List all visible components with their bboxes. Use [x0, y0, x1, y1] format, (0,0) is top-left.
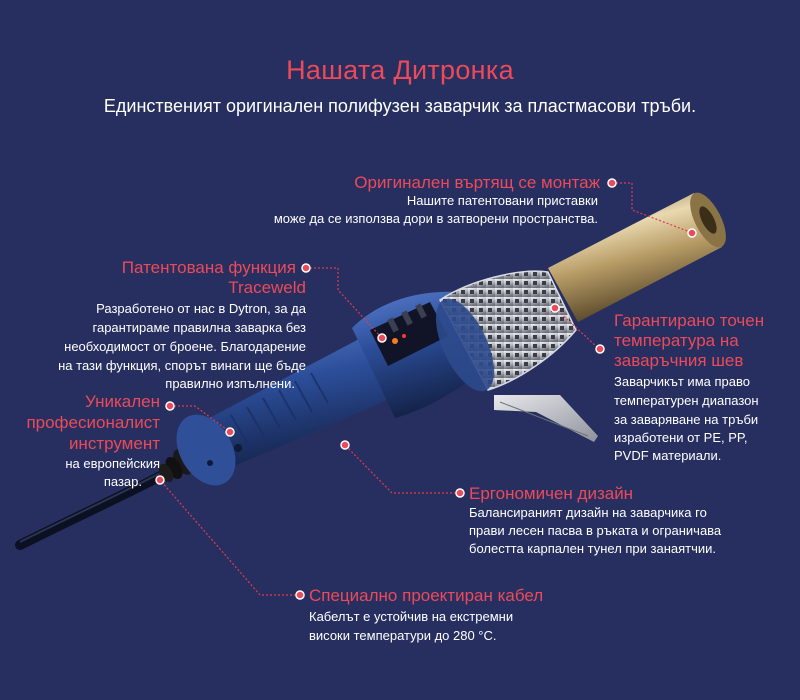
traceweld-line-4: на тази функция, спорът винаги ще бъде — [58, 358, 306, 373]
precise-temp-line-4: изработени от PE, PP, — [614, 430, 748, 445]
cable-heading: Специално проектиран кабел — [309, 586, 544, 605]
ergonomic-line-2: прави лесен пасва в ръката и ограничава — [469, 523, 722, 538]
professional-heading-line-3: инструмент — [68, 434, 160, 453]
precise-temp-line-1: Заварчикът има право — [614, 374, 750, 389]
precise-temp-heading-line-2: температура на — [614, 331, 739, 350]
precise-temp-line-3: за заваряване на тръби — [614, 412, 759, 427]
cable-line-1: Кабелът е устойчив на екстремни — [309, 609, 514, 624]
traceweld-line-1: Разработено от нас в Dytron, за да — [96, 301, 306, 316]
precise-temp-line-2: температурен диапазон — [614, 393, 759, 408]
page-title: Нашата Дитронка — [286, 55, 514, 85]
cable-shape — [20, 470, 172, 545]
precise-temp-line-5: PVDF материали. — [614, 448, 722, 463]
stand — [494, 395, 598, 442]
traceweld-heading-line-1: Патентована функция — [121, 258, 296, 277]
rotating-mount-heading: Оригинален въртящ се монтаж — [354, 173, 600, 192]
traceweld-line-5: правилно изпълнени. — [165, 376, 295, 391]
page-subtitle: Единственият оригинален полифузен заварчик за пластмасови тръби. — [103, 96, 697, 116]
traceweld-line-3: необходимост от броене. Благодарение — [64, 339, 306, 354]
professional-line-1: на европейския — [65, 456, 160, 471]
professional-heading-line-2: професионалист — [26, 413, 160, 432]
professional-line-2: пазар. — [103, 474, 142, 489]
precise-temp-heading-line-1: Гарантирано точен — [614, 311, 765, 330]
precise-temp-heading-line-3: заваръчния шев — [614, 351, 744, 370]
traceweld-heading-line-2: Traceweld — [228, 278, 306, 297]
rotating-mount-line-1: Нашите патентовани приставки — [406, 193, 598, 208]
ergonomic-line-3: болестта карпален тунел при занаятчии. — [469, 541, 717, 556]
rotating-mount-line-2: може да се използва дори в затворени пространства. — [273, 211, 598, 226]
ergonomic-heading: Ергономичен дизайн — [469, 484, 634, 503]
traceweld-line-2: гарантираме правилна заварка без — [92, 320, 306, 335]
ergonomic-line-1: Балансираният дизайн на заварчика го — [469, 505, 707, 520]
cable-line-2: високи температури до 280 °C. — [309, 628, 497, 643]
professional-heading-line-1: Уникален — [85, 392, 160, 411]
